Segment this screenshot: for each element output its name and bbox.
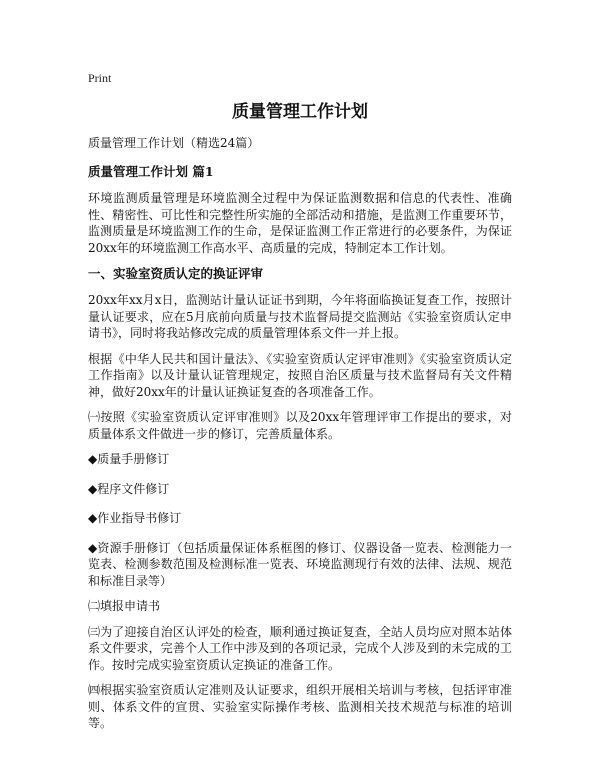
bullet-resource-manual: ◆资源手册修订（包括质量保证体系框图的修订、仪器设备一览表、检测能力一览表、检测参数范围及检测标准一览表、环境监测现行有效的法律、法规、规范和标准目录等） — [88, 540, 512, 588]
list-item-4: ㈣根据实验室资质认定准则及认证要求，组织开展相关培训与考核，包括评审准则、体系文件的宣贯、实验室实际操作考核、监测相关技术规范与标准的培训等。 — [88, 683, 512, 730]
list-item-2: ㈡填报申请书 — [88, 599, 161, 613]
section-1-heading: 一、实验室资质认定的换证评审 — [88, 266, 264, 281]
document-title: 质量管理工作计划 — [232, 102, 368, 122]
list-item-1: ㈠按照《实验室资质认定评审准则》以及20xx年管理评审工作提出的要求，对质量体系文件做进一步的修订，完善质量体系。 — [88, 410, 512, 441]
section-1-paragraph-1: 20xx年xx月x日，监测站计量认证证书到期，今年将面临换证复查工作，按照计量认证要求，应在5月底前向质量与技术监督局提交监测站《实验室资质认定申请书》，同时将我站修改完成的质量管理体系文件一并上报。 — [88, 293, 512, 340]
list-item-3: ㈢为了迎接自治区认评处的检查，顺利通过换证复查，全站人员均应对照本站体系文件要求，完善个人工作中涉及到的各项记录，完成个人涉及到的未完成的工作。按时完成实验室资质认定换证的准备工作。 — [88, 624, 512, 672]
intro-paragraph: 环境监测质量管理是环境监测全过程中为保证监测数据和信息的代表性、准确性、精密性、可比性和完整性所实施的全部活动和措施，是监测工作重要环节，监测质量是环境监测工作的生命，是保证监测工作正常进行的必要条件，为保证20xx年的环境监测工作高水平、高质量的完成，特制定本工作计划。 — [88, 191, 512, 255]
print-label: Print — [88, 71, 112, 85]
part-heading: 质量管理工作计划 篇1 — [88, 164, 214, 179]
document-subtitle: 质量管理工作计划（精选24篇） — [88, 136, 260, 150]
bullet-work-instructions: ◆作业指导书修订 — [88, 511, 182, 525]
section-1-paragraph-2: 根据《中华人民共和国计量法》、《实验室资质认定评审准则》《实验室资质认定工作指南》以及计量认证管理规定，按照自治区质量与技术监督局有关文件精神，做好20xx年的计量认证换证复查的各项准备工作。 — [88, 351, 512, 399]
bullet-procedure-documents: ◆程序文件修订 — [88, 481, 170, 496]
bullet-quality-manual: ◆质量手册修订 — [88, 452, 170, 466]
